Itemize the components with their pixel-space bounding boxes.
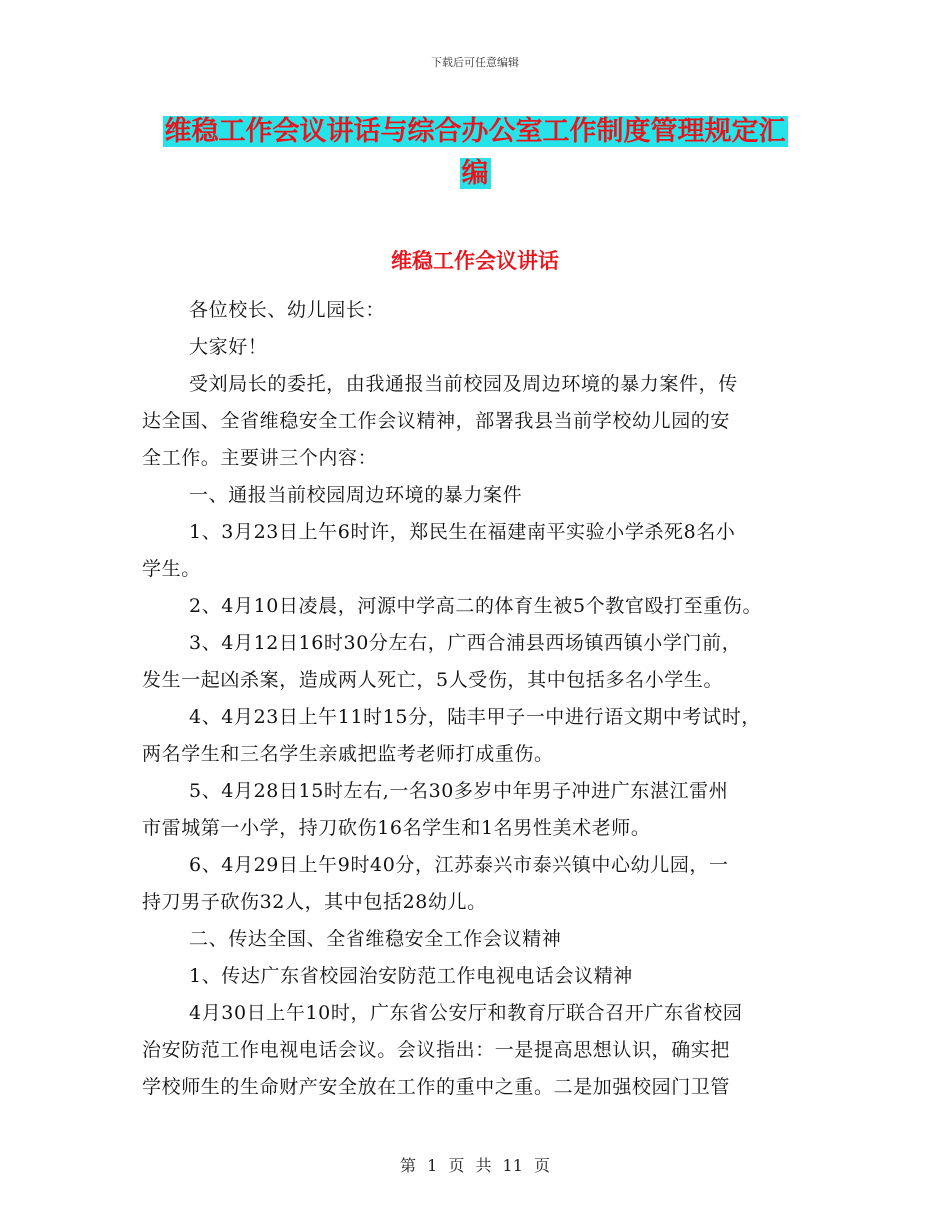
section-title: 维稳工作会议讲话 (391, 249, 559, 273)
body-line: 治安防范工作电视电话会议。会议指出：一是提高思想认识，确实把 (142, 1039, 731, 1061)
page-footer: 第 1 页 共 11 页 (400, 1156, 550, 1175)
body-line: 各位校长、幼儿园长： (189, 299, 386, 321)
document-title-text-2: 编 (461, 158, 489, 189)
body-line: 4、4月23日上午11时15分，陆丰甲子一中进行语文期中考试时， (189, 706, 761, 728)
body-line: 一、通报当前校园周边环境的暴力案件 (189, 484, 523, 506)
document-body (142, 292, 822, 1106)
document-title-line-1 (0, 110, 950, 154)
body-line: 6、4月29日上午9时40分，江苏泰兴市泰兴镇中心幼儿园，一 (189, 854, 729, 876)
body-line: 受刘局长的委托，由我通报当前校园及周边环境的暴力案件，传 (189, 373, 738, 395)
body-line: 两名学生和三名学生亲戚把监考老师打成重伤。 (142, 743, 554, 765)
body-line: 持刀男子砍伤32人，其中包括28幼儿。 (142, 891, 487, 913)
body-line: 3、4月12日16时30分左右，广西合浦县西场镇西镇小学门前， (189, 632, 742, 654)
body-line: 1、传达广东省校园治安防范工作电视电话会议精神 (189, 965, 633, 987)
body-line: 1、3月23日上午6时许，郑民生在福建南平实验小学杀死8名小 (189, 521, 736, 543)
header-note: 下载后可任意编辑 (431, 56, 519, 69)
body-line: 全工作。主要讲三个内容： (142, 447, 378, 469)
body-line: 大家好！ (189, 336, 268, 358)
document-title-text-1: 维稳工作会议讲话与综合办公室工作制度管理规定汇 (164, 116, 786, 147)
body-line: 4月30日上午10时，广东省公安厅和教育厅联合召开广东省校园 (189, 1002, 743, 1024)
body-line: 学校师生的生命财产安全放在工作的重中之重。二是加强校园门卫管 (142, 1076, 731, 1098)
document-title-line-2 (0, 152, 950, 196)
body-line: 学生。 (142, 558, 201, 580)
body-line: 二、传达全国、全省维稳安全工作会议精神 (189, 928, 562, 950)
body-line: 达全国、全省维稳安全工作会议精神，部署我县当前学校幼儿园的安 (142, 410, 731, 432)
body-line: 2、4月10日凌晨，河源中学高二的体育生被5个教官殴打至重伤。 (189, 595, 763, 617)
body-line: 5、4月28日15时左右,一名30多岁中年男子冲进广东湛江雷州 (189, 780, 729, 802)
body-line: 发生一起凶杀案，造成两人死亡，5人受伤，其中包括多名小学生。 (142, 669, 724, 691)
body-line: 市雷城第一小学，持刀砍伤16名学生和1名男性美术老师。 (142, 817, 651, 839)
